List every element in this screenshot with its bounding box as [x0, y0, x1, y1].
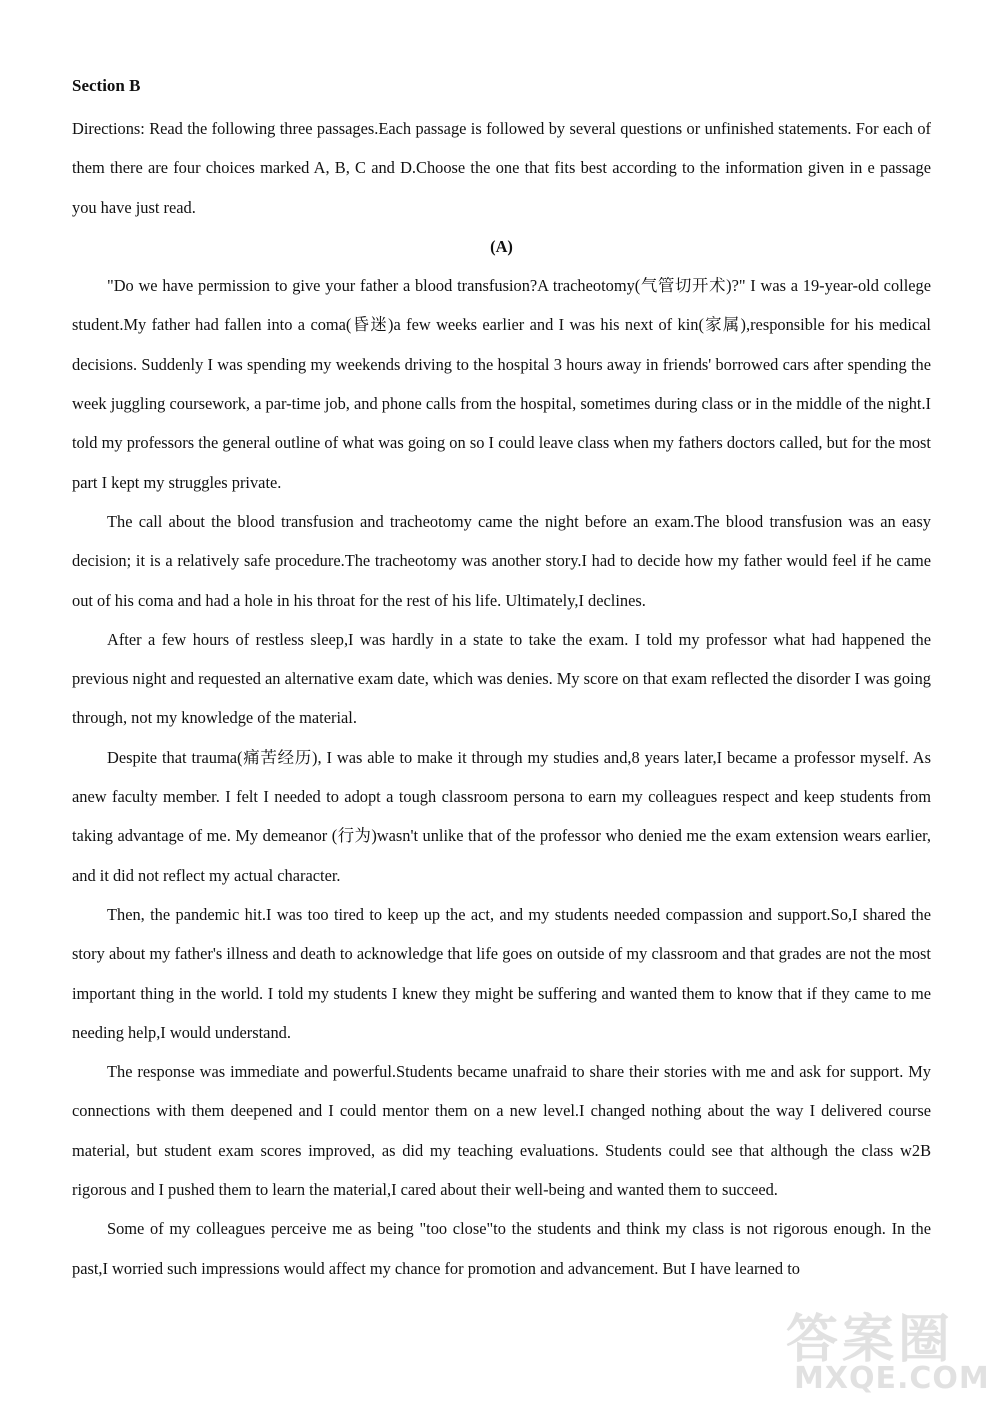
- passage-label: (A): [490, 236, 513, 256]
- paragraph-2: The call about the blood transfusion and tracheotomy came the night before an exam.The blood transfusion was an easy decision; it is a relatively safe procedure.The tracheotomy was another story.I had to decide how my father would feel if he came out of his coma and had a hole in his throat for the rest of his life. Ultimately,I declines.: [72, 511, 931, 610]
- directions-text: Directions: Read the following three passages.Each passage is followed by several questions or unfinished statements. For each of them there are four choices marked A, B, C and D.Choose the one that fits best according to the information given in e passage you have just read.: [72, 119, 931, 217]
- section-title: Section B: [72, 76, 141, 95]
- document-page: [72, 70, 931, 1288]
- paragraph-3: After a few hours of restless sleep,I was hardly in a state to take the exam. I told my professor what had happened the previous night and requested an alternative exam date, which was denies. My score on that exam reflected the disorder I was going through, not my knowledge of the material.: [72, 629, 931, 728]
- paragraph-6: The response was immediate and powerful.Students became unafraid to share their stories with me and ask for support. My connections with them deepened and I could mentor them on a new level.I changed nothing about the way I delivered course material, but student exam scores improved, as did my teaching evaluations. Students could see that although the class w2B rigorous and I pushed them to learn the material,I cared about their well-being and wanted them to succeed.: [72, 1062, 931, 1200]
- paragraph-4: Despite that trauma(痛苦经历), I was able to make it through my studies and,8 years later,I became a professor myself. As anew faculty member. I felt I needed to adopt a tough classroom persona to earn my colleagues respect and keep students from taking advantage of me. My demeanor (行为)wasn't unlike that of the professor who denied me the exam extension wears earlier, and it did not reflect my actual character.: [72, 747, 931, 885]
- watermark-logo: [776, 1297, 990, 1407]
- paragraph-1: "Do we have permission to give your father a blood transfusion?A tracheotomy(气管切开术)?" I was a 19-year-old college student.My father had fallen into a coma(昏迷)a few weeks earlier and I was his next of kin(家属),responsible for his medical decisions. Suddenly I was spending my weekends driving to the hospital 3 hours away in friends' borrowed cars after spending the week juggling coursework, a par-time job, and phone calls from the hospital, sometimes during class or in the middle of the night.I told my professors the general outline of what was going on so I could leave class when my fathers doctors called, but for the most part I kept my struggles private.: [72, 276, 931, 492]
- paragraph-5: Then, the pandemic hit.I was too tired to keep up the act, and my students needed compassion and support.So,I shared the story about my father's illness and death to acknowledge that life goes on outside of my classroom and that grades are not the most important thing in the world. I told my students I knew they might be suffering and wanted them to know that if they came to me needing help,I would understand.: [72, 904, 931, 1042]
- watermark-bottom-text: MXQE.COM: [794, 1361, 990, 1396]
- watermark-top-text: 答案圈: [786, 1310, 955, 1370]
- paragraph-7: Some of my colleagues perceive me as being "too close"to the students and think my class is not rigorous enough. In the past,I worried such impressions would affect my chance for promotion and advancement. But I have learned to: [72, 1219, 931, 1278]
